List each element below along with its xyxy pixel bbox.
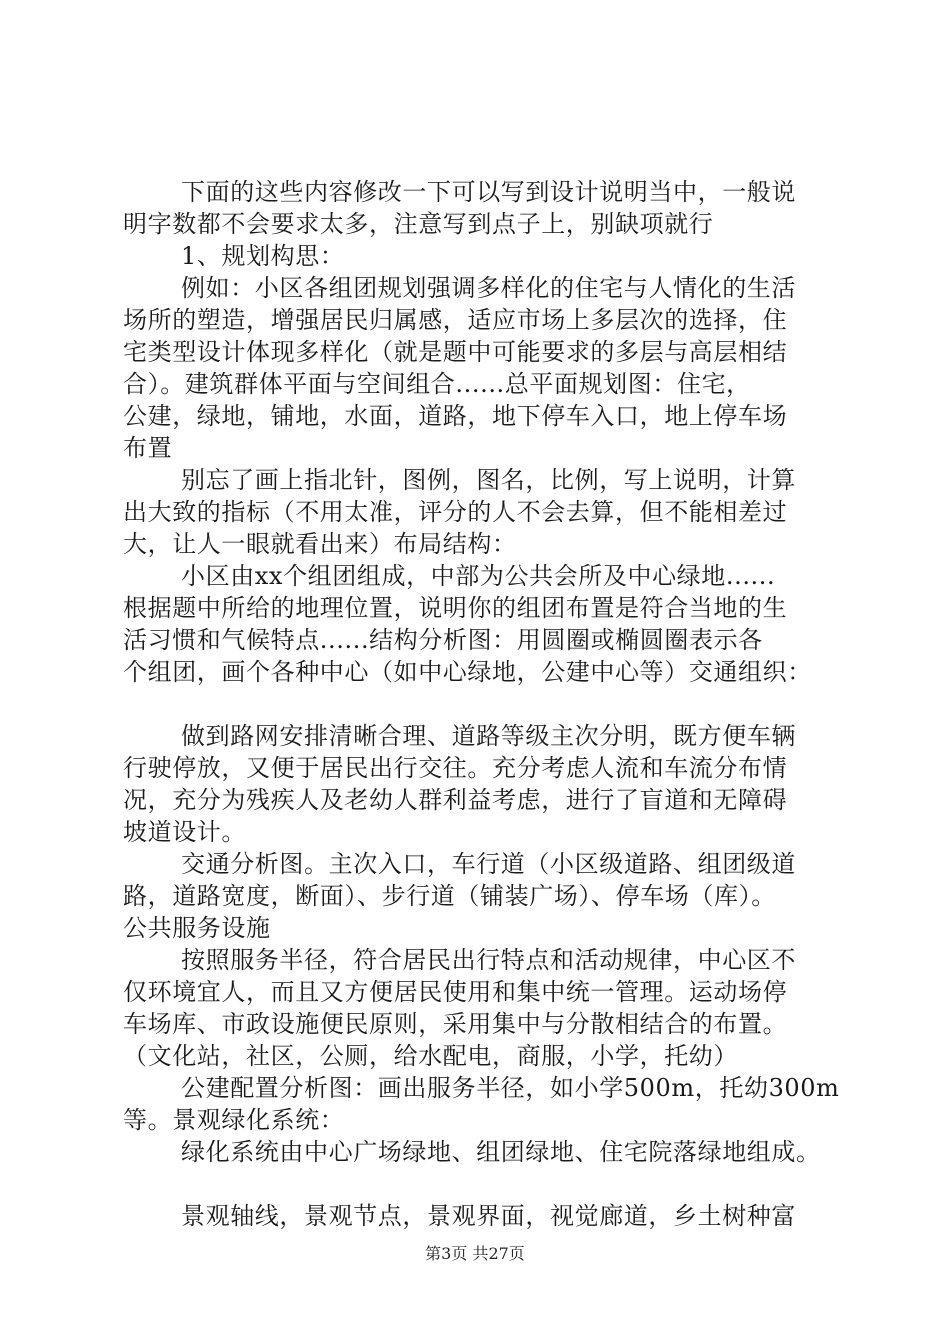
section-heading: 1、规划构思： (181, 242, 345, 270)
paragraph-line: 公建配置分析图：画出服务半径，如小学500m，托幼300m (181, 1074, 840, 1102)
paragraph-line: 下面的这些内容修改一下可以写到设计说明当中，一般说 (181, 178, 796, 206)
page-number-label: 第3页 共27页 (425, 1244, 525, 1263)
blank-line (123, 688, 843, 720)
paragraph-line: 绿化系统由中心广场绿地、组团绿地、住宅院落绿地组成。 (181, 1138, 821, 1166)
paragraph-line: 公建，绿地，铺地，水面，道路，地下停车入口，地上停车场 (123, 402, 788, 430)
paragraph-line: 出大致的指标（不用太准，评分的人不会去算，但不能相差过 (123, 498, 788, 526)
paragraph-line: 个组团，画个各种中心（如中心绿地，公建中心等）交通组织： (123, 658, 812, 686)
paragraph-line: 大，让人一眼就看出来）布局结构： (123, 530, 517, 558)
paragraph-line: 交通分析图。主次入口，车行道（小区级道路、组团级道 (181, 850, 796, 878)
paragraph-line: 况，充分为残疾人及老幼人群利益考虑，进行了盲道和无障碍 (123, 786, 788, 814)
paragraph-line: 例如：小区各组团规划强调多样化的住宅与人情化的生活 (181, 274, 796, 302)
paragraph-line: 根据题中所给的地理位置，说明你的组团布置是符合当地的生 (123, 594, 788, 622)
paragraph-line: 等。景观绿化系统： (123, 1106, 345, 1134)
paragraph-line: 按照服务半径，符合居民出行特点和活动规律，中心区不 (181, 946, 796, 974)
paragraph-line: 明字数都不会要求太多，注意写到点子上，别缺项就行 (123, 210, 714, 238)
paragraph-line: 场所的塑造，增强居民归属感，适应市场上多层次的选择，住 (123, 306, 788, 334)
paragraph-line: 小区由xx个组团组成，中部为公共会所及中心绿地...... (181, 562, 776, 590)
paragraph-line: 活习惯和气候特点......结构分析图：用圆圈或椭圆圈表示各 (123, 626, 763, 654)
paragraph-line: 宅类型设计体现多样化（就是题中可能要求的多层与高层相结 (123, 338, 788, 366)
document-body (123, 176, 843, 1232)
paragraph-line: 合）。建筑群体平面与空间组合......总平面规划图：住宅， (123, 370, 751, 398)
paragraph-line: 公共服务设施 (123, 914, 271, 942)
paragraph-line: 仅环境宜人，而且又方便居民使用和集中统一管理。运动场停 (123, 978, 788, 1006)
paragraph-line: 路，道路宽度，断面）、步行道（铺装广场）、停车场（库）。 (123, 882, 776, 910)
paragraph-line: 做到路网安排清晰合理、道路等级主次分明，既方便车辆 (181, 722, 796, 750)
paragraph-line: 景观轴线，景观节点，景观界面，视觉廊道，乡土树种富 (181, 1202, 796, 1230)
paragraph-line: 布置 (123, 434, 173, 462)
blank-line (123, 1168, 843, 1200)
paragraph-line: 坡道设计。 (123, 818, 246, 846)
paragraph-line: 行驶停放，又便于居民出行交往。充分考虑人流和车流分布情 (123, 754, 788, 782)
paragraph-line: （文化站，社区，公厕，给水配电，商服，小学，托幼） (123, 1042, 738, 1070)
page-footer (0, 1244, 950, 1264)
paragraph-line: 车场库、市政设施便民原则，采用集中与分散相结合的布置。 (123, 1010, 788, 1038)
paragraph-line: 别忘了画上指北针，图例，图名，比例，写上说明，计算 (181, 466, 796, 494)
